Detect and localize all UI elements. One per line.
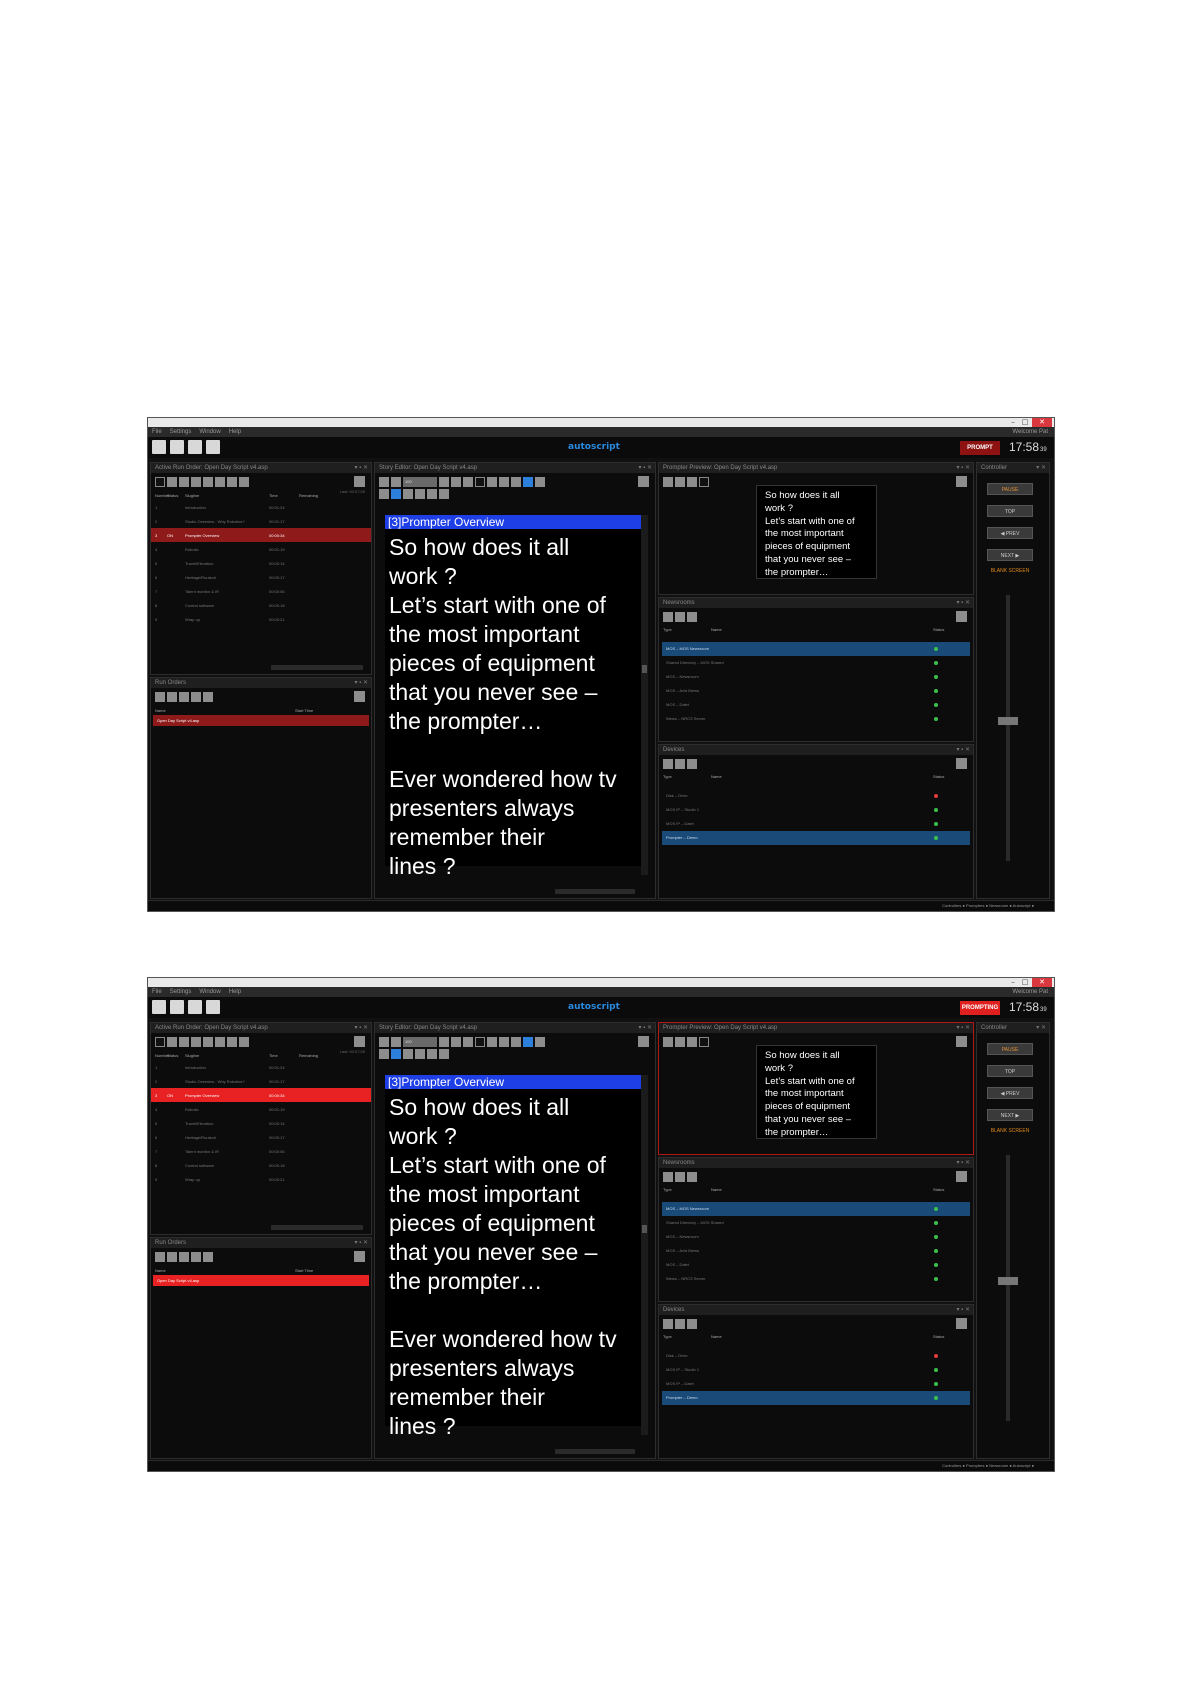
story-editor-title: Story Editor: Open Day Script v4.asp <box>379 465 478 471</box>
top-button[interactable]: TOP <box>987 1065 1033 1077</box>
link-icon[interactable] <box>427 1049 437 1059</box>
star-icon[interactable] <box>179 1037 189 1047</box>
options-icon[interactable] <box>956 1171 967 1182</box>
table-row[interactable]: 7 Talent monitor & IR 00:00:06 <box>155 1148 285 1154</box>
options-icon[interactable] <box>354 476 365 487</box>
prev-button[interactable]: ◀ PREV <box>987 527 1033 539</box>
table-row-selected[interactable]: 3 ON Prompter Overview 00:00:34 <box>151 1088 371 1102</box>
main-toolbar <box>148 997 1054 1018</box>
table-row[interactable]: 9 Wrap up 00:00:21 <box>155 1176 285 1182</box>
arrow-icon[interactable] <box>203 477 213 487</box>
underline-icon[interactable] <box>463 1037 473 1047</box>
font-size-select[interactable]: 100 <box>403 1037 437 1047</box>
settings-icon[interactable] <box>699 1037 709 1047</box>
col-number: Number <box>155 1053 170 1058</box>
horizontal-scrollbar[interactable] <box>555 889 635 894</box>
new-run-order-icon[interactable] <box>155 692 165 702</box>
menu-bar <box>148 427 1054 437</box>
undo-icon[interactable] <box>379 1037 389 1047</box>
minimize-button[interactable]: – <box>1011 418 1015 426</box>
edit-icon[interactable] <box>687 1172 697 1182</box>
col-name: Name <box>155 1268 166 1273</box>
col-time: Time <box>269 1053 278 1058</box>
status-bar: Controllers ● Prompters ● Newsroom ● Autoscript ● <box>148 900 1054 911</box>
insert-icon[interactable] <box>379 489 389 499</box>
run-orders-title: Run Orders <box>155 1240 187 1246</box>
options-icon[interactable] <box>354 1251 365 1262</box>
open-file-icon[interactable] <box>170 440 184 454</box>
color-icon[interactable] <box>155 477 165 487</box>
menu-bar <box>148 987 1054 997</box>
options-icon[interactable] <box>638 476 649 487</box>
save-icon[interactable] <box>206 1000 220 1014</box>
folder-icon[interactable] <box>179 1252 189 1262</box>
panel-controls: ▾ ▪ ✕ <box>354 465 368 471</box>
list-item[interactable]: MOS – Newsroom <box>662 670 970 684</box>
menu-help[interactable]: Help <box>228 989 242 995</box>
speed-slider-handle[interactable] <box>998 1277 1018 1285</box>
run-orders-panel: Run Orders ▾ ▪ ✕ Name Start Time Open Day Script v4.asp <box>150 1237 372 1459</box>
table-row[interactable]: 4 Robotic 00:01:19 <box>155 1106 285 1112</box>
new-file-icon[interactable] <box>152 440 166 454</box>
menu-file[interactable]: File <box>152 989 162 995</box>
options-icon[interactable] <box>956 1318 967 1329</box>
story-heading: [3]Prompter Overview <box>385 1075 641 1089</box>
speed-slider-handle[interactable] <box>998 717 1018 725</box>
bold-icon[interactable] <box>439 477 449 487</box>
main-toolbar <box>148 437 1054 458</box>
cue-icon[interactable] <box>403 489 413 499</box>
devices-title: Devices <box>663 1307 685 1313</box>
col-status: Status <box>933 1187 945 1192</box>
menu-help[interactable]: Help <box>228 429 242 435</box>
horizontal-scrollbar[interactable] <box>271 665 363 670</box>
align-left-icon[interactable] <box>487 1037 497 1047</box>
search-icon[interactable] <box>167 1037 177 1047</box>
grid-icon[interactable] <box>239 477 249 487</box>
clock: 17:5839 <box>1009 440 1047 454</box>
table-row[interactable]: 2 Studio Overview - Why Robotics? 00:01:17 <box>155 518 285 524</box>
controller-panel: Controller ▾ ✕ PAUSE TOP ◀ PREV NEXT ▶ BLANK SCREEN <box>976 462 1050 899</box>
story-text-area[interactable] <box>385 515 641 879</box>
align-left-icon[interactable] <box>487 477 497 487</box>
col-remaining: Remaining <box>299 1053 319 1058</box>
close-run-order-icon[interactable] <box>203 1252 213 1262</box>
prev-button[interactable]: ◀ PREV <box>987 1087 1033 1099</box>
prompter-preview-text: So how does it all work ? Let’s start with one of the most important pieces of equipment that you never see – the prompter… <box>756 485 877 579</box>
align-center-icon[interactable] <box>499 477 509 487</box>
col-status: Status <box>933 627 945 632</box>
run-orders-title: Run Orders <box>155 680 187 686</box>
list-item[interactable]: MOS – Newsroom <box>662 1230 970 1244</box>
note-icon[interactable] <box>415 489 425 499</box>
newsrooms-panel: Newsrooms ▾ ▪ ✕ Type Name Status MOS – MOS Newsroom Shared Directory – MOS Shared MOS – Newsroom MOS – Avid iNews MOS – Dalet iNews – NRCS Server <box>658 1157 974 1302</box>
list-icon[interactable] <box>191 1037 201 1047</box>
delete-icon[interactable] <box>675 1319 685 1329</box>
table-row[interactable]: 5 Travel/Elevation 00:00:14 <box>155 560 285 566</box>
folder-icon[interactable] <box>188 440 202 454</box>
rundown-title: Active Run Order: Open Day Script v4.asp <box>155 1025 268 1031</box>
horizontal-scrollbar[interactable] <box>271 1225 363 1230</box>
run-order-item[interactable]: Open Day Script v4.asp <box>153 1275 369 1286</box>
folder-icon[interactable] <box>179 692 189 702</box>
table-row[interactable]: 8 Control software 00:00:18 <box>155 1162 285 1168</box>
options-icon[interactable] <box>638 1036 649 1047</box>
col-status: Status <box>933 1334 945 1339</box>
story-body-text: So how does it all work ? Let’s start with one of the most important pieces of equipment that you never see – the prompter… Ever wondered how tv presenters always remember their lines ? <box>389 1094 617 1439</box>
col-name: Name <box>711 1187 722 1192</box>
menu-settings[interactable]: Settings <box>169 989 192 995</box>
cut-icon[interactable] <box>215 1037 225 1047</box>
list-item[interactable]: iNews – NRCS Server <box>662 1272 970 1286</box>
devices-panel: Devices ▾ ▪ ✕ Type Name Status Disk – Drive MOS IP – Studio 1 MOS IP – Dalet Prompter – Demo <box>658 744 974 899</box>
prompter-preview-text: So how does it all work ? Let’s start with one of the most important pieces of equipment that you never see – the prompter… <box>756 1045 877 1139</box>
delete-icon[interactable] <box>675 1172 685 1182</box>
col-name: Name <box>711 774 722 779</box>
folder-icon[interactable] <box>188 1000 202 1014</box>
text-color-icon[interactable] <box>475 477 485 487</box>
story-editor-panel: Story Editor: Open Day Script v4.asp ▾ ▪ ✕ 100 [3]Prompter Overview So how does it all work ? Let’s start with one of the most important pieces of equipment that you never see – the prompter… Ever wondered how tv presenters always remember their lines ? <box>374 1022 656 1459</box>
options-icon[interactable] <box>956 1036 967 1047</box>
rundown-info: Last: 00:07:59 <box>339 489 365 494</box>
close-button[interactable]: ✕ <box>1032 978 1052 987</box>
align-right-icon[interactable] <box>511 1037 521 1047</box>
run-order-item[interactable]: Open Day Script v4.asp <box>153 715 369 726</box>
col-start-time: Start Time <box>295 708 314 713</box>
spell-icon[interactable] <box>439 489 449 499</box>
clear-format-icon[interactable] <box>535 477 545 487</box>
table-row[interactable]: 5 Travel/Elevation 00:00:14 <box>155 1120 285 1126</box>
options-icon[interactable] <box>956 476 967 487</box>
user-label: Welcome Pat <box>1012 429 1048 435</box>
col-slugline: Slugline <box>185 1053 200 1058</box>
prompt-status-button[interactable]: PROMPT <box>960 441 1000 455</box>
prompter-preview-panel: Prompter Preview: Open Day Script v4.asp ▾ ▪ ✕ So how does it all work ? Let’s start with one of the most important pieces of equipment that you never see – the prompter… <box>658 1022 974 1155</box>
list-item[interactable]: MOS – MOS Newsroom <box>662 1202 970 1216</box>
rundown-table <box>151 491 371 626</box>
cut-icon[interactable] <box>215 477 225 487</box>
status-bar: Controllers ● Prompters ● Newsroom ● Autoscript ● <box>148 1460 1054 1471</box>
story-text-area[interactable] <box>385 1075 641 1439</box>
rundown-title: Active Run Order: Open Day Script v4.asp <box>155 465 268 471</box>
monitor-icon[interactable] <box>663 477 673 487</box>
table-row-selected[interactable]: 3 ON Prompter Overview 00:00:34 <box>151 528 371 542</box>
star-icon[interactable] <box>179 477 189 487</box>
prompter-preview-panel: Prompter Preview: Open Day Script v4.asp ▾ ▪ ✕ So how does it all work ? Let’s start with one of the most important pieces of equipment that you never see – the prompter… <box>658 462 974 595</box>
user-label: Welcome Pat <box>1012 989 1048 995</box>
col-status: Status <box>167 493 179 498</box>
add-icon[interactable] <box>663 1319 673 1329</box>
text-color-icon[interactable] <box>475 1037 485 1047</box>
table-row[interactable]: 1 Introduction 00:01:24 <box>155 1064 285 1070</box>
col-type: Type <box>663 774 672 779</box>
settings-icon[interactable] <box>699 477 709 487</box>
save-icon[interactable] <box>191 1252 201 1262</box>
story-body-text: So how does it all work ? Let’s start with one of the most important pieces of equipment that you never see – the prompter… Ever wondered how tv presenters always remember their lines ? <box>389 534 617 879</box>
note-icon[interactable] <box>415 1049 425 1059</box>
edit-icon[interactable] <box>687 1319 697 1329</box>
list-item[interactable]: Shared Directory – MOS Shared <box>662 1216 970 1230</box>
table-row[interactable]: 6 Heritage/Routech 00:00:17 <box>155 1134 285 1140</box>
font-size-select[interactable]: 100 <box>403 477 437 487</box>
highlight-icon[interactable] <box>523 1037 533 1047</box>
rundown-panel: Active Run Order: Open Day Script v4.asp ▾ ▪ ✕ Last: 00:07:59 Number Status Slugline Time Remaining 1 Introduction 00:01:24 2 Studio Overview - Why Robotics? 00:01:17 3 ON Prompter Overview 00:00:34 4 Robotic 00:01:19 5 Travel/Elevation 00:00:14 6 Heritage/Routech 00:00:17 7 Talent monitor & IR 00:00:06 8 Control software 00:00:18 9 Wrap up 00:00:21 <box>150 1022 372 1235</box>
prompter-preview-title: Prompter Preview: Open Day Script v4.asp <box>663 465 778 471</box>
list-item[interactable]: Shared Directory – MOS Shared <box>662 656 970 670</box>
clear-format-icon[interactable] <box>535 1037 545 1047</box>
title-bar <box>148 978 1054 987</box>
options-icon[interactable] <box>956 758 967 769</box>
speed-slider-track[interactable] <box>1006 1155 1010 1421</box>
pause-button[interactable]: PAUSE <box>987 1043 1033 1055</box>
table-row[interactable]: 8 Control software 00:00:18 <box>155 602 285 608</box>
vertical-scrollbar[interactable] <box>641 1075 648 1435</box>
controller-panel: Controller ▾ ✕ PAUSE TOP ◀ PREV NEXT ▶ BLANK SCREEN <box>976 1022 1050 1459</box>
col-start-time: Start Time <box>295 1268 314 1273</box>
list-item[interactable]: iNews – NRCS Server <box>662 712 970 726</box>
col-remaining: Remaining <box>299 493 319 498</box>
list-icon[interactable] <box>191 477 201 487</box>
cue-icon[interactable] <box>403 1049 413 1059</box>
brand-logo: autoscript <box>568 442 620 452</box>
options-icon[interactable] <box>956 611 967 622</box>
run-orders-panel: Run Orders ▾ ▪ ✕ Name Start Time Open Day Script v4.asp <box>150 677 372 899</box>
new-run-order-icon[interactable] <box>155 1252 165 1262</box>
maximize-button[interactable]: □ <box>1021 978 1029 986</box>
new-file-icon[interactable] <box>152 1000 166 1014</box>
title-bar <box>148 418 1054 427</box>
devices-title: Devices <box>663 747 685 753</box>
list-item[interactable]: Prompter – Demo <box>662 831 970 845</box>
col-status: Status <box>167 1053 179 1058</box>
col-number: Number <box>155 493 170 498</box>
menu-window[interactable]: Window <box>199 429 221 435</box>
italic-icon[interactable] <box>451 1037 461 1047</box>
table-row[interactable]: 4 Robotic 00:01:19 <box>155 546 285 552</box>
story-editor-title: Story Editor: Open Day Script v4.asp <box>379 1025 478 1031</box>
options-icon[interactable] <box>354 691 365 702</box>
flip-icon[interactable] <box>675 477 685 487</box>
newsrooms-title: Newsrooms <box>663 600 695 606</box>
col-name: Name <box>711 627 722 632</box>
underline-icon[interactable] <box>463 477 473 487</box>
edit-icon[interactable] <box>687 612 697 622</box>
redo-icon[interactable] <box>391 477 401 487</box>
list-item[interactable]: Disk – Drive <box>662 1349 970 1363</box>
flip-icon[interactable] <box>675 1037 685 1047</box>
close-run-order-icon[interactable] <box>203 692 213 702</box>
link-icon[interactable] <box>427 489 437 499</box>
list-item[interactable]: MOS – Avid iNews <box>662 684 970 698</box>
edit-icon[interactable] <box>687 759 697 769</box>
col-type: Type <box>663 627 672 632</box>
bold-icon[interactable] <box>439 1037 449 1047</box>
list-item[interactable]: MOS IP – Studio 1 <box>662 803 970 817</box>
controller-title: Controller <box>981 465 1008 471</box>
list-item[interactable]: Disk – Drive <box>662 789 970 803</box>
newsrooms-title: Newsrooms <box>663 1160 695 1166</box>
menu-window[interactable]: Window <box>199 989 221 995</box>
list-item[interactable]: MOS IP – Dalet <box>662 1377 970 1391</box>
open-run-order-icon[interactable] <box>167 1252 177 1262</box>
vertical-scrollbar[interactable] <box>641 515 648 875</box>
add-icon[interactable] <box>663 759 673 769</box>
undo-icon[interactable] <box>379 477 389 487</box>
insert-icon[interactable] <box>379 1049 389 1059</box>
blank-screen-label[interactable]: BLANK SCREEN <box>990 568 1030 574</box>
pause-icon[interactable] <box>687 1037 697 1047</box>
next-button[interactable]: NEXT ▶ <box>987 549 1033 561</box>
story-editor-panel: Story Editor: Open Day Script v4.asp ▾ ▪ ✕ 100 [3]Prompter Overview So how does it all work ? Let’s start with one of the most important pieces of equipment that you never see – the prompter… Ever wondered how tv presenters always remember their lines ? <box>374 462 656 899</box>
spell-icon[interactable] <box>439 1049 449 1059</box>
open-file-icon[interactable] <box>170 1000 184 1014</box>
redo-icon[interactable] <box>391 1037 401 1047</box>
monitor-icon[interactable] <box>663 1037 673 1047</box>
save-icon[interactable] <box>206 440 220 454</box>
arrow-icon[interactable] <box>203 1037 213 1047</box>
col-name: Name <box>711 1334 722 1339</box>
add-icon[interactable] <box>663 612 673 622</box>
controller-title: Controller <box>981 1025 1008 1031</box>
pause-button[interactable]: PAUSE <box>987 483 1033 495</box>
marker-icon[interactable] <box>391 489 401 499</box>
speed-slider-track[interactable] <box>1006 595 1010 861</box>
col-type: Type <box>663 1334 672 1339</box>
marker-icon[interactable] <box>391 1049 401 1059</box>
newsrooms-panel: Newsrooms ▾ ▪ ✕ Type Name Status MOS – MOS Newsroom Shared Directory – MOS Shared MOS – Newsroom MOS – Avid iNews MOS – Dalet iNews – NRCS Server <box>658 597 974 742</box>
table-row[interactable]: 2 Studio Overview - Why Robotics? 00:01:17 <box>155 1078 285 1084</box>
italic-icon[interactable] <box>451 477 461 487</box>
rundown-table <box>151 1051 371 1186</box>
save-icon[interactable] <box>191 692 201 702</box>
delete-icon[interactable] <box>675 612 685 622</box>
table-row[interactable]: 7 Talent monitor & IR 00:00:06 <box>155 588 285 594</box>
top-button[interactable]: TOP <box>987 505 1033 517</box>
add-icon[interactable] <box>227 477 237 487</box>
col-type: Type <box>663 1187 672 1192</box>
blank-screen-label[interactable]: BLANK SCREEN <box>990 1128 1030 1134</box>
rundown-info: Last: 00:07:59 <box>339 1049 365 1054</box>
align-right-icon[interactable] <box>511 477 521 487</box>
table-row[interactable]: 6 Heritage/Routech 00:00:17 <box>155 574 285 580</box>
next-button[interactable]: NEXT ▶ <box>987 1109 1033 1121</box>
highlight-icon[interactable] <box>523 477 533 487</box>
grid-icon[interactable] <box>239 1037 249 1047</box>
col-time: Time <box>269 493 278 498</box>
col-status: Status <box>933 774 945 779</box>
list-item[interactable]: MOS – Dalet <box>662 698 970 712</box>
list-item[interactable]: MOS IP – Dalet <box>662 817 970 831</box>
prompter-preview-title: Prompter Preview: Open Day Script v4.asp <box>663 1025 778 1031</box>
open-run-order-icon[interactable] <box>167 692 177 702</box>
prompting-status-button[interactable]: PROMPTING <box>960 1001 1000 1015</box>
list-item[interactable]: MOS – MOS Newsroom <box>662 642 970 656</box>
add-icon[interactable] <box>663 1172 673 1182</box>
list-item[interactable]: MOS IP – Studio 1 <box>662 1363 970 1377</box>
color-icon[interactable] <box>155 1037 165 1047</box>
list-item[interactable]: Prompter – Demo <box>662 1391 970 1405</box>
brand-logo: autoscript <box>568 1002 620 1012</box>
horizontal-scrollbar[interactable] <box>555 1449 635 1454</box>
close-button[interactable]: ✕ <box>1032 418 1052 427</box>
col-name: Name <box>155 708 166 713</box>
story-heading: [3]Prompter Overview <box>385 515 641 529</box>
rundown-panel <box>150 462 372 675</box>
app-window <box>147 417 1055 912</box>
delete-icon[interactable] <box>675 759 685 769</box>
minimize-button[interactable]: – <box>1011 978 1015 986</box>
list-item[interactable]: MOS – Avid iNews <box>662 1244 970 1258</box>
align-center-icon[interactable] <box>499 1037 509 1047</box>
list-item[interactable]: MOS – Dalet <box>662 1258 970 1272</box>
clock: 17:5839 <box>1009 1000 1047 1014</box>
devices-panel: Devices ▾ ▪ ✕ Type Name Status Disk – Drive MOS IP – Studio 1 MOS IP – Dalet Prompter – Demo <box>658 1304 974 1459</box>
col-slugline: Slugline <box>185 493 200 498</box>
options-icon[interactable] <box>354 1036 365 1047</box>
table-row[interactable]: 1 Introduction 00:01:24 <box>155 504 285 510</box>
pause-icon[interactable] <box>687 477 697 487</box>
table-row[interactable]: 9 Wrap up 00:00:21 <box>155 616 285 622</box>
maximize-button[interactable]: □ <box>1021 418 1029 426</box>
menu-file[interactable]: File <box>152 429 162 435</box>
app-window <box>147 977 1055 1472</box>
search-icon[interactable] <box>167 477 177 487</box>
menu-settings[interactable]: Settings <box>169 429 192 435</box>
add-icon[interactable] <box>227 1037 237 1047</box>
